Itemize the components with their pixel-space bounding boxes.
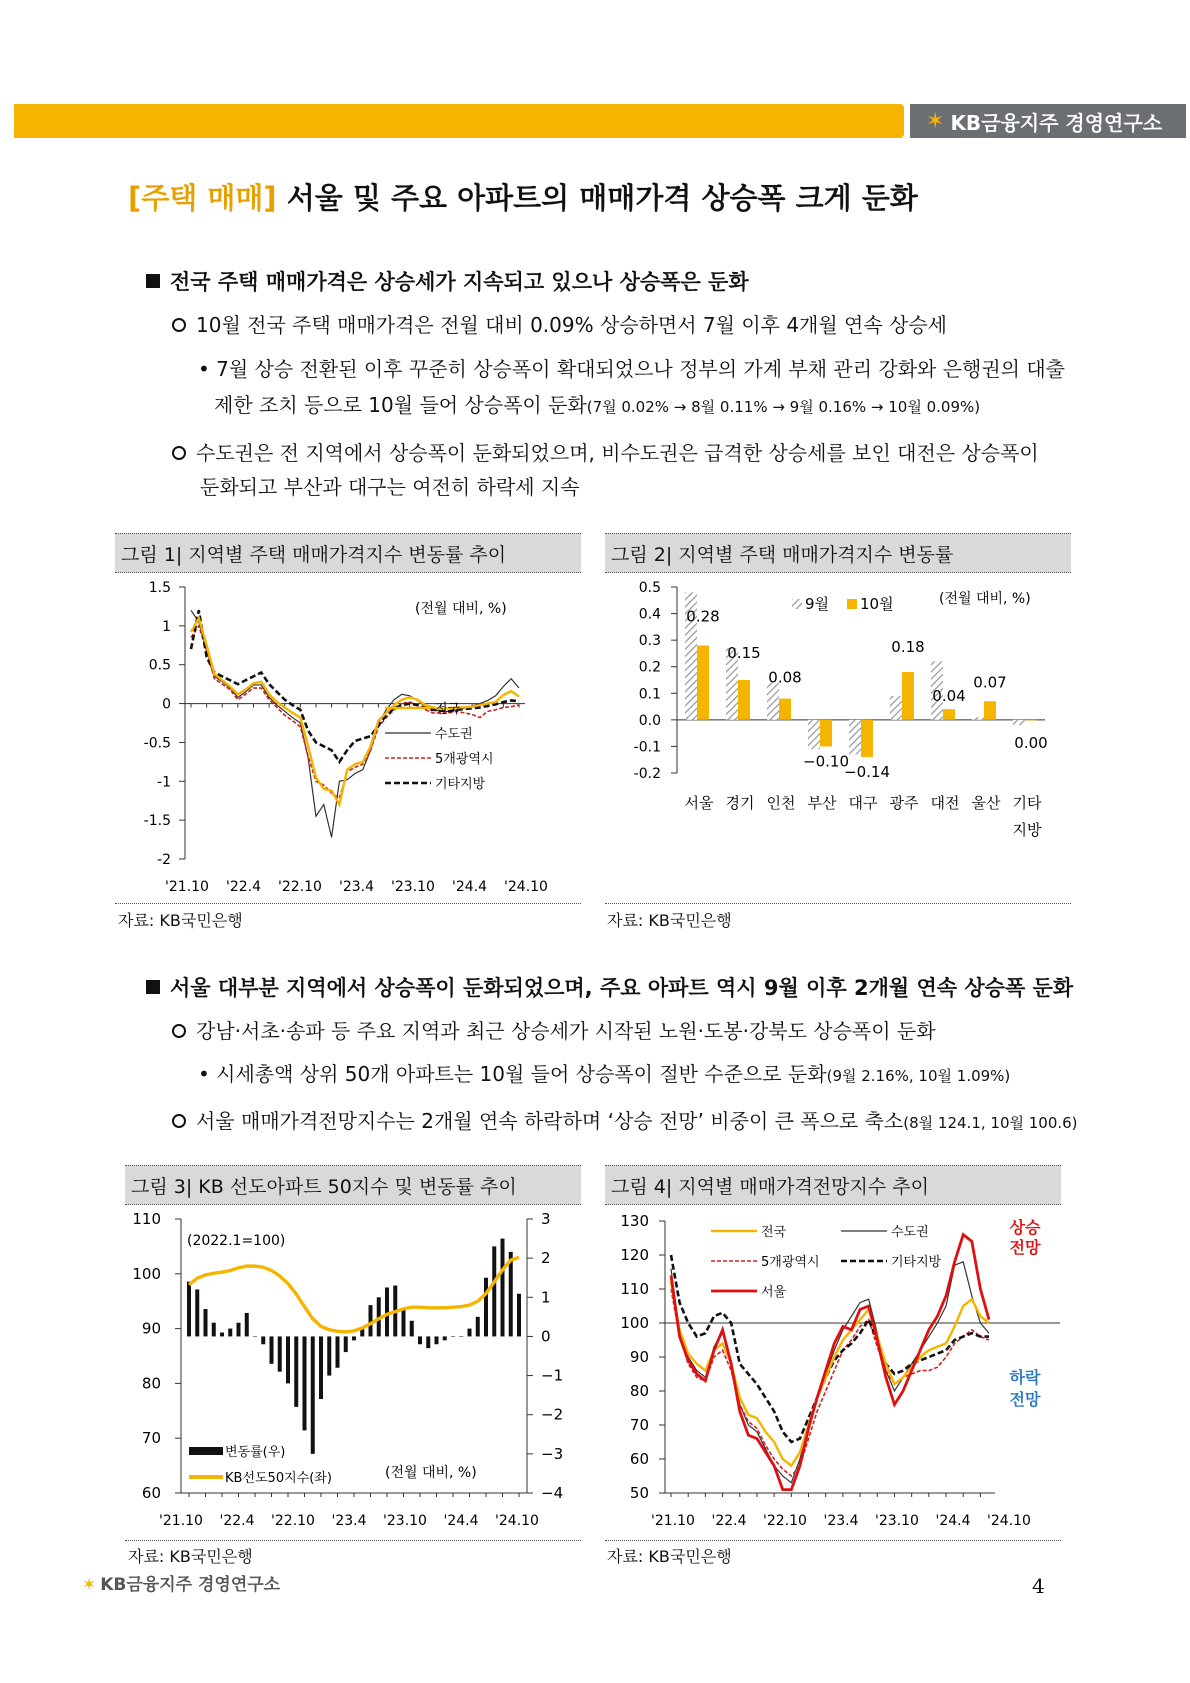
fig3-bar — [294, 1336, 298, 1406]
fig3-bar — [220, 1333, 224, 1337]
section2-sub1 — [198, 1057, 1010, 1093]
fig4-y-tick-label: 100 — [620, 1314, 649, 1332]
fig3-bar — [187, 1282, 191, 1337]
section2-b2-small: (8월 124.1, 10월 100.6) — [903, 1114, 1078, 1132]
fig4-annotation-up-1: 상승 — [1009, 1218, 1041, 1237]
fig2-box — [605, 573, 1071, 904]
section2-bullet2 — [172, 1104, 1078, 1140]
header-bar — [14, 104, 904, 138]
fig2-y-tick-label: -0.1 — [633, 739, 661, 756]
fig3-unit-note: (전월 대비, %) — [385, 1465, 477, 1481]
fig2-y-tick-label: -0.2 — [633, 766, 661, 782]
fig1-unit-note: (전월 대비, %) — [415, 601, 507, 617]
fig4-x-tick-label: '21.10 — [651, 1513, 695, 1529]
fig4-box — [605, 1205, 1061, 1541]
fig4-y-tick-label: 110 — [620, 1280, 649, 1298]
fig3-bar — [435, 1336, 439, 1344]
fig3-bar — [261, 1336, 265, 1344]
fig3-source: 자료: KB국민은행 — [128, 1547, 253, 1566]
fig4-legend-기타지방-label: 기타지방 — [891, 1255, 942, 1270]
section2-b2-text: 서울 매매가격전망지수는 2개월 연속 하락하며 ‘상승 전망’ 비중이 큰 폭으로 축소 — [196, 1109, 904, 1133]
fig1-legend-5개광역시-label: 5개광역시 — [435, 752, 494, 767]
fig1-x-tick-label: '22.4 — [225, 879, 262, 895]
fig2-y-tick-label: 0.3 — [638, 633, 661, 650]
fig4-x-tick-label: '23.10 — [875, 1513, 919, 1529]
fig2-bar-oct-서울 — [697, 645, 709, 719]
fig3-right-tick-label: −3 — [541, 1444, 564, 1463]
fig3-right-tick-label: 0 — [541, 1327, 551, 1346]
fig4-series-기타지방 — [671, 1255, 989, 1442]
title-text: 서울 및 주요 아파트의 매매가격 상승폭 크게 둔화 — [286, 181, 918, 215]
fig2-x-label-울산: 울산 — [971, 794, 1001, 812]
fig2-data-label-울산: 0.07 — [973, 673, 1007, 692]
fig3-x-tick-label: '22.4 — [219, 1513, 255, 1529]
fig3-bar — [270, 1336, 274, 1363]
fig3-bar — [385, 1288, 389, 1337]
fig2-y-tick-label: 0.1 — [638, 686, 661, 703]
fig2-x-label-extra: 지방 — [1012, 821, 1042, 839]
fig4-legend-서울-label: 서울 — [761, 1285, 787, 1300]
fig4-legend-5개광역시-label: 5개광역시 — [761, 1255, 820, 1270]
fig2-bar-oct-경기 — [738, 680, 750, 720]
fig2-bar-sep-기타 — [1013, 720, 1025, 725]
fig2-bar-oct-광주 — [902, 672, 914, 720]
fig2-chart — [605, 573, 1071, 904]
fig3-left-tick-label: 70 — [141, 1429, 161, 1448]
section1-sub1-line2: 제한 조치 등으로 10월 들어 상승폭이 둔화 — [214, 393, 587, 417]
fig2-x-label-기타: 기타 — [1012, 794, 1042, 812]
section1-b1-text: 10월 전국 주택 매매가격은 전월 대비 0.09% 상승하면서 7월 이후 4개월 연속 상승세 — [196, 313, 948, 337]
fig3-title — [125, 1165, 581, 1205]
fig2-bar-oct-기타 — [1025, 720, 1037, 721]
section1-b2-line1: 수도권은 전 지역에서 상승폭이 둔화되었으며, 비수도권은 급격한 상승세를 보인 대전은 상승폭이 — [196, 441, 1039, 465]
fig1-legend-기타지방-label: 기타지방 — [435, 777, 486, 792]
fig2-data-label-경기: 0.15 — [727, 644, 761, 662]
fig2-x-label-광주: 광주 — [889, 794, 919, 812]
fig3-bar — [459, 1336, 463, 1337]
fig4-x-tick-label: '22.10 — [763, 1513, 807, 1529]
fig3-x-tick-label: '21.10 — [159, 1513, 203, 1529]
fig3-left-tick-label: 100 — [132, 1264, 161, 1283]
fig4-annotation-down-2: 전망 — [1009, 1390, 1041, 1409]
fig1-y-tick-label: 1.5 — [148, 580, 171, 596]
footer-brand — [82, 1570, 280, 1595]
fig1-y-tick-label: 0 — [162, 696, 171, 713]
header-brand-text: KB금융지주 경영연구소 — [950, 110, 1163, 135]
fig3-bar — [212, 1323, 216, 1337]
section1-bullet1 — [172, 308, 947, 342]
fig3-left-tick-label: 80 — [141, 1374, 161, 1393]
fig3-bar — [484, 1278, 488, 1337]
fig1-source: 자료: KB국민은행 — [118, 911, 243, 930]
fig4-title-text: 그림 4| 지역별 매매가격전망지수 추이 — [611, 1175, 929, 1198]
fig1-y-tick-label: -1.5 — [143, 813, 171, 830]
fig3-bar — [336, 1336, 340, 1367]
fig4-y-tick-label: 80 — [629, 1382, 649, 1400]
fig4-y-tick-label: 50 — [629, 1484, 649, 1502]
fig1-title-text: 그림 1| 지역별 주택 매매가격지수 변동률 추이 — [121, 543, 507, 566]
section2-heading-text: 서울 대부분 지역에서 상승폭이 둔화되었으며, 주요 아파트 역시 9월 이후 2개월 연속 상승폭 둔화 — [170, 976, 1074, 1000]
fig3-bar — [237, 1323, 241, 1337]
fig3-legend-bar-label: 변동률(우) — [225, 1445, 286, 1460]
fig3-bar — [228, 1329, 232, 1337]
fig3-x-tick-label: '23.4 — [331, 1513, 367, 1529]
fig3-bar — [195, 1289, 199, 1336]
fig1-series-수도권 — [191, 610, 519, 837]
fig1-x-tick-label: '24.10 — [504, 879, 548, 895]
fig3-left-tick-label: 90 — [141, 1319, 161, 1338]
fig4-x-tick-label: '22.4 — [711, 1513, 747, 1529]
section2-heading — [146, 972, 1073, 1002]
fig4-x-tick-label: '24.10 — [987, 1513, 1031, 1529]
fig1-y-tick-label: -2 — [157, 852, 171, 868]
fig4-source: 자료: KB국민은행 — [607, 1547, 732, 1566]
fig1-y-tick-label: -0.5 — [143, 735, 171, 752]
section2-b1-text: 강남·서초·송파 등 주요 지역과 최근 상승세가 시작된 노원·도봉·강북도 상승폭이 둔화 — [196, 1019, 936, 1043]
fig4-annotation-up-2: 전망 — [1009, 1238, 1041, 1257]
fig2-y-tick-label: 0.2 — [638, 659, 661, 676]
fig4-legend-전국-label: 전국 — [761, 1225, 787, 1240]
section2-sub1-small: (9월 2.16%, 10월 1.09%) — [826, 1067, 1011, 1085]
fig2-title-text: 그림 2| 지역별 주택 매매가격지수 변동률 — [611, 543, 954, 566]
section2-sub1-text: • 시세총액 상위 50개 아파트는 10월 들어 상승폭이 절반 수준으로 둔화 — [198, 1062, 827, 1086]
fig1-x-tick-label: '22.10 — [278, 879, 322, 895]
fig1-y-tick-label: 1 — [162, 618, 171, 635]
fig2-bar-sep-부산 — [808, 720, 820, 749]
fig3-bar — [517, 1294, 521, 1337]
fig3-base-note: (2022.1=100) — [187, 1233, 286, 1249]
fig3-right-tick-label: 2 — [541, 1249, 551, 1268]
fig4-chart — [605, 1205, 1061, 1541]
circle-bullet-icon — [172, 1024, 186, 1038]
fig1-legend-수도권-label: 수도권 — [435, 727, 473, 742]
section1-b2-line2: 둔화되고 부산과 대구는 여전히 하락세 지속 — [200, 475, 580, 499]
fig3-right-tick-label: −4 — [541, 1484, 564, 1502]
section2-bullet1 — [172, 1014, 936, 1048]
fig4-y-tick-label: 60 — [629, 1450, 649, 1468]
footer-brand-text: KB금융지주 경영연구소 — [100, 1575, 281, 1595]
fig4-y-tick-label: 120 — [620, 1246, 649, 1264]
fig2-bar-oct-대전 — [943, 709, 955, 720]
fig4-y-tick-label: 130 — [620, 1212, 649, 1230]
square-bullet-icon — [146, 274, 160, 288]
section1-sub2 — [214, 388, 980, 424]
fig3-bar — [410, 1321, 414, 1337]
fig2-legend-sep-label: 9월 — [805, 595, 830, 613]
fig3-bar — [344, 1336, 348, 1352]
fig1-title — [115, 533, 581, 573]
page-title — [128, 176, 918, 217]
section1-heading — [146, 266, 749, 296]
fig3-bar — [278, 1336, 282, 1371]
fig2-bar-sep-울산 — [972, 717, 984, 720]
fig2-source: 자료: KB국민은행 — [607, 911, 732, 930]
fig2-legend-oct-label: 10월 — [860, 595, 894, 613]
fig1-chart — [115, 573, 581, 904]
fig4-series-5개광역시 — [671, 1289, 989, 1476]
fig3-bar — [492, 1246, 496, 1336]
fig3-x-tick-label: '24.4 — [443, 1513, 479, 1529]
fig2-bar-oct-대구 — [861, 720, 873, 757]
fig1-y-tick-label: 0.5 — [148, 657, 171, 674]
fig3-box — [125, 1205, 581, 1541]
fig1-legend-전국-label: 전국 — [435, 702, 461, 717]
fig3-bar — [468, 1329, 472, 1337]
section1-bullet2-line2 — [200, 470, 580, 504]
section1-bullet2 — [172, 436, 1039, 470]
fig3-bar — [443, 1336, 447, 1340]
fig2-x-label-부산: 부산 — [807, 794, 837, 812]
title-tag: [주택 매매] — [128, 181, 277, 215]
fig2-bar-oct-인천 — [779, 699, 791, 720]
circle-bullet-icon — [172, 1114, 186, 1128]
circle-bullet-icon — [172, 446, 186, 460]
fig2-data-label-대전: 0.04 — [932, 687, 966, 706]
fig3-bar — [509, 1252, 513, 1337]
fig3-legend-line-label: KB선도50지수(좌) — [225, 1471, 332, 1486]
fig3-bar — [327, 1336, 331, 1375]
section1-heading-text: 전국 주택 매매가격은 상승세가 지속되고 있으나 상승폭은 둔화 — [170, 270, 749, 294]
fig3-bar — [253, 1336, 257, 1337]
fig2-legend-sep-swatch — [792, 599, 802, 609]
fig4-legend-수도권-label: 수도권 — [891, 1225, 929, 1240]
fig3-right-tick-label: −2 — [541, 1405, 564, 1424]
fig3-bar — [476, 1317, 480, 1337]
fig1-x-tick-label: '23.10 — [391, 879, 435, 895]
fig1-x-tick-label: '24.4 — [451, 879, 488, 895]
fig4-x-tick-label: '23.4 — [823, 1513, 859, 1529]
fig3-right-tick-label: −1 — [541, 1366, 564, 1385]
fig2-bar-sep-광주 — [890, 696, 902, 720]
fig2-y-tick-label: 0.4 — [638, 606, 661, 623]
fig3-bar — [245, 1313, 249, 1336]
fig2-unit-note: (전월 대비, %) — [939, 591, 1031, 607]
fig2-data-label-인천: 0.08 — [768, 668, 802, 687]
fig3-bar — [286, 1336, 290, 1383]
kb-star-icon: ✶ — [926, 108, 945, 134]
fig2-bar-sep-대구 — [849, 720, 861, 755]
fig4-x-tick-label: '24.4 — [935, 1513, 971, 1529]
fig3-title-text: 그림 3| KB 선도아파트 50지수 및 변동률 추이 — [131, 1175, 517, 1198]
fig3-left-tick-label: 60 — [141, 1484, 161, 1502]
fig2-bar-oct-울산 — [984, 701, 996, 720]
square-bullet-icon — [146, 980, 160, 994]
fig3-bar — [369, 1305, 373, 1336]
page-number: 4 — [1032, 1574, 1045, 1598]
fig3-bar — [352, 1336, 356, 1340]
fig3-left-tick-label: 110 — [132, 1210, 161, 1228]
fig4-annotation-down-1: 하락 — [1009, 1368, 1041, 1387]
fig3-bar — [311, 1336, 315, 1453]
fig2-bar-sep-인천 — [767, 683, 779, 720]
fig4-y-tick-label: 70 — [629, 1416, 649, 1434]
fig1-series-5개광역시 — [191, 626, 519, 799]
header-brand — [910, 104, 1186, 138]
fig3-bar — [418, 1336, 422, 1344]
fig3-line-kb50 — [189, 1257, 519, 1332]
circle-bullet-icon — [172, 318, 186, 332]
fig3-legend-bar-swatch — [189, 1447, 223, 1455]
section1-sub1-line1: • 7월 상승 전환된 이후 꾸준히 상승폭이 확대되었으나 정부의 가계 부채 관리 강화와 은행권의 대출 — [198, 357, 1066, 381]
kb-star-icon: ✶ — [82, 1575, 97, 1595]
fig2-data-label-기타: 0.00 — [1014, 733, 1048, 752]
fig2-legend-oct-swatch — [847, 599, 857, 609]
fig1-x-tick-label: '23.4 — [338, 879, 375, 895]
fig1-x-tick-label: '21.10 — [165, 879, 209, 895]
fig3-bar — [451, 1336, 455, 1337]
fig2-x-label-대전: 대전 — [930, 794, 960, 812]
fig2-data-label-광주: 0.18 — [891, 638, 925, 657]
fig3-x-tick-label: '24.10 — [495, 1513, 539, 1529]
fig4-y-tick-label: 90 — [629, 1348, 649, 1366]
fig2-x-label-대구: 대구 — [848, 794, 878, 812]
fig3-bar — [501, 1239, 505, 1337]
fig3-bar — [303, 1336, 307, 1430]
fig2-y-tick-label: 0.0 — [638, 712, 661, 729]
section1-sub1 — [198, 352, 1065, 386]
fig3-bar — [426, 1336, 430, 1348]
fig3-right-tick-label: 1 — [541, 1288, 551, 1307]
fig3-right-tick-label: 3 — [541, 1210, 551, 1228]
fig2-data-label-부산: −0.10 — [803, 752, 849, 771]
fig2-y-tick-label: 0.5 — [638, 580, 661, 596]
fig2-bar-oct-부산 — [820, 720, 832, 747]
fig4-title — [605, 1165, 1061, 1205]
fig4-series-수도권 — [671, 1262, 989, 1483]
fig2-x-label-서울: 서울 — [684, 794, 714, 812]
fig3-bar — [319, 1336, 323, 1399]
fig3-x-tick-label: '22.10 — [271, 1513, 315, 1529]
fig3-bar — [204, 1309, 208, 1336]
fig2-x-label-경기: 경기 — [725, 794, 755, 812]
section1-sub1-small: (7월 0.02% → 8월 0.11% → 9월 0.16% → 10월 0.09%) — [586, 398, 981, 416]
fig3-chart — [125, 1205, 581, 1541]
fig2-data-label-서울: 0.28 — [686, 607, 720, 626]
fig2-x-label-인천: 인천 — [766, 794, 796, 812]
fig1-y-tick-label: -1 — [157, 774, 171, 791]
fig3-x-tick-label: '23.10 — [383, 1513, 427, 1529]
fig2-data-label-대구: −0.14 — [844, 763, 890, 782]
fig1-box — [115, 573, 581, 904]
fig2-title — [605, 533, 1071, 573]
fig3-bar — [402, 1309, 406, 1336]
